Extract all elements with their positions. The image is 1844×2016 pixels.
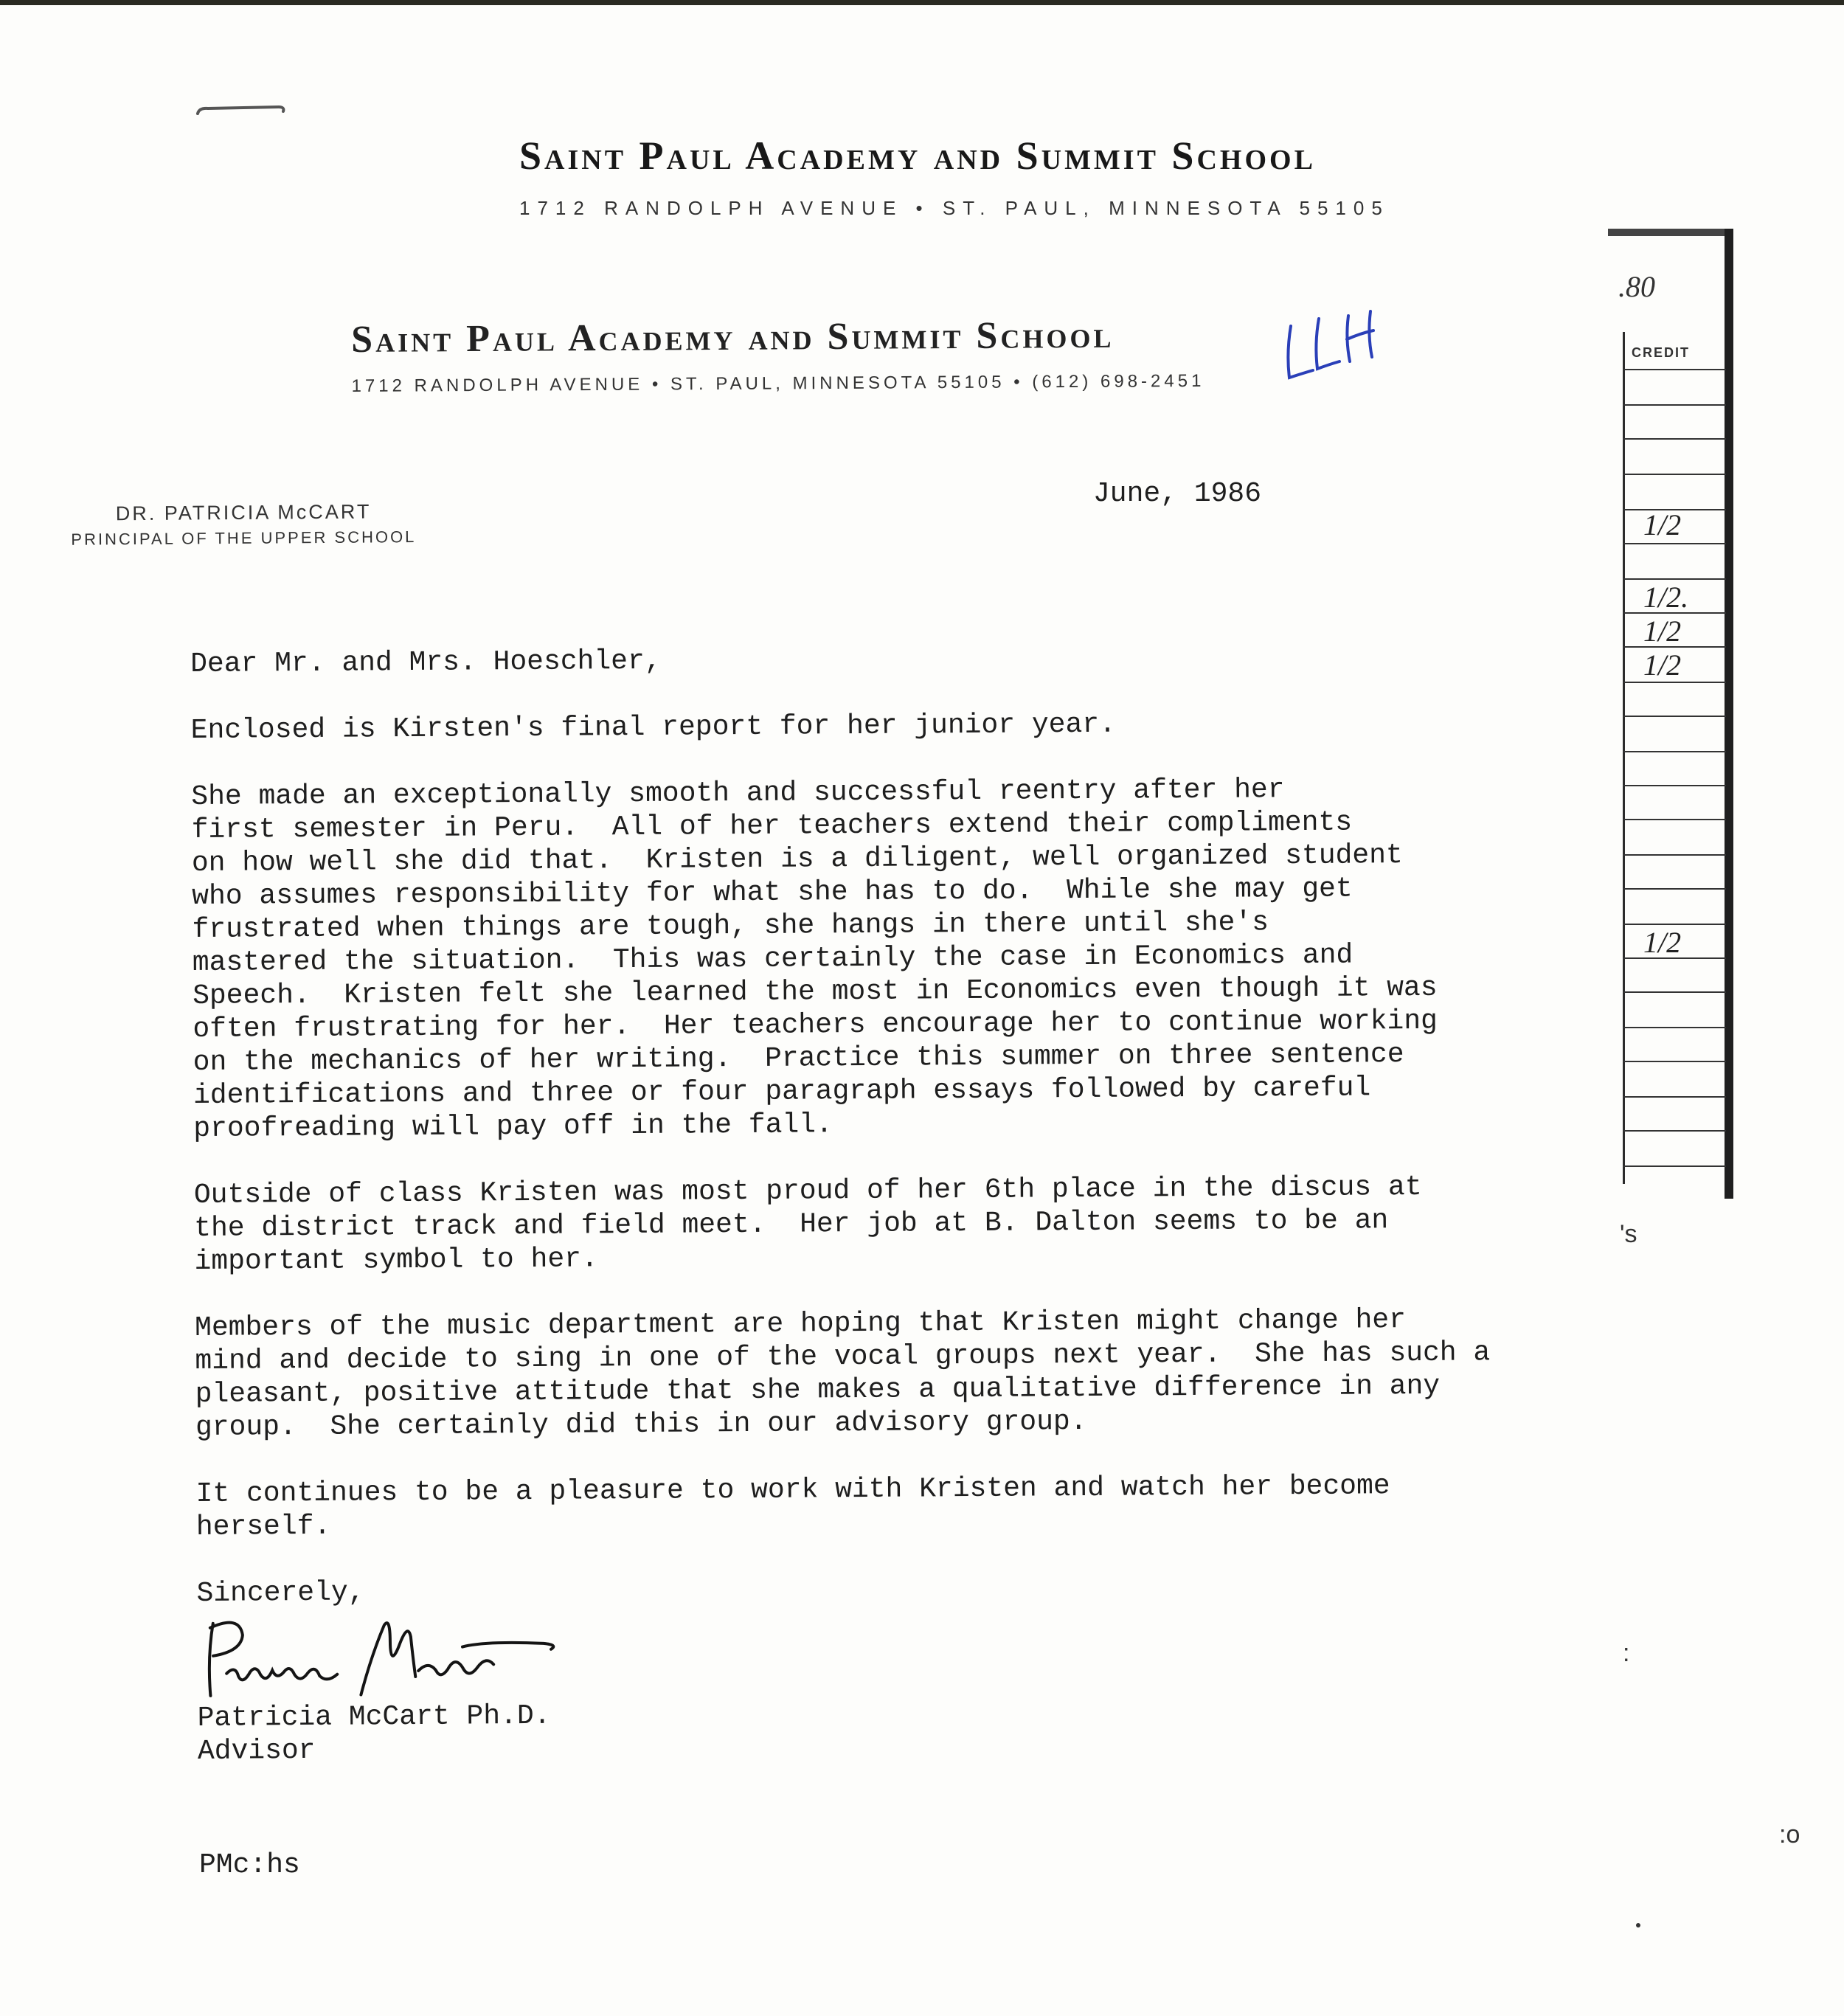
form-rule [1623, 1027, 1726, 1028]
paragraph-line: mastered the situation. This was certainly the case in Economics and [192, 939, 1353, 979]
paragraph-line: It continues to be a pleasure to work with Kristen and watch her become [195, 1470, 1390, 1510]
school-name: Saint Paul Academy and Summit School [351, 314, 1115, 361]
scan-top-border [0, 0, 1844, 5]
form-edge-mark: : [1623, 1639, 1630, 1667]
form-rule [1623, 1165, 1726, 1167]
paragraph-line: group. She certainly did this in our advisory group. [195, 1405, 1087, 1444]
salutation: Dear Mr. and Mrs. Hoeschler, [190, 645, 662, 680]
credit-fraction: 1/2 [1643, 508, 1682, 541]
paragraph-line: first semester in Peru. All of her teachers extend their compliments [191, 806, 1353, 846]
paragraph-line: proofreading will pay off in the fall. [193, 1109, 833, 1145]
paragraph-intro: Enclosed is Kirsten's final report for her junior year. [190, 708, 1117, 747]
form-top-edge [1608, 229, 1733, 236]
form-top-value: .80 [1618, 270, 1655, 303]
form-rule [1623, 854, 1726, 856]
closing: Sincerely, [196, 1576, 365, 1610]
school-address: 1712 RANDOLPH AVENUE • ST. PAUL, MINNESOTA 55105 • (612) 698-2451 [351, 370, 1205, 396]
letterhead [351, 311, 1311, 397]
signer-name: Patricia McCart Ph.D. [197, 1700, 551, 1734]
paragraph-line: important symbol to her. [194, 1243, 598, 1278]
form-right-edge [1725, 229, 1733, 1199]
credit-column-header: CREDIT [1632, 345, 1690, 360]
letter-date: June, 1986 [1093, 478, 1262, 510]
credit-fraction: 1/2 [1643, 926, 1682, 959]
credit-fraction: 1/2 [1643, 648, 1682, 682]
credit-form-edge [1608, 229, 1733, 1199]
signer-title: Advisor [197, 1734, 316, 1767]
paragraph-line: Speech. Kristen felt she learned the most in Economics even though it was [192, 971, 1438, 1012]
form-column-line [1623, 332, 1625, 1184]
form-rule [1623, 404, 1726, 406]
principal-name: DR. PATRICIA McCART [115, 500, 372, 525]
form-rule [1623, 543, 1726, 544]
paragraph-line: frustrated when things are tough, she hangs in there until she's [192, 907, 1269, 946]
credit-fraction: 1/2 [1643, 614, 1682, 648]
form-rule [1623, 1130, 1726, 1132]
paragraph-line: on the mechanics of her writing. Practice this summer on three sentence [193, 1039, 1404, 1078]
background-address: 1712 RANDOLPH AVENUE • ST. PAUL, MINNESOTA 55105 [519, 197, 1390, 219]
form-rule [1623, 888, 1726, 890]
credit-fraction: 1/2. [1643, 581, 1689, 614]
form-rule [1623, 1096, 1726, 1098]
form-rule [1623, 369, 1726, 370]
paragraph-line: herself. [195, 1510, 331, 1543]
form-edge-mark: 's [1620, 1220, 1637, 1248]
background-school-name: Saint Paul Academy and Summit School [519, 134, 1316, 178]
reference-initials: PMc:hs [199, 1849, 300, 1881]
paragraph-line: mind and decide to sing in one of the vocal groups next year. She has such a [195, 1337, 1491, 1377]
paragraph-line: pleasant, positive attitude that she makes a qualitative difference in any [195, 1370, 1441, 1410]
form-rule [1623, 751, 1726, 752]
form-rule [1623, 991, 1726, 993]
form-rule [1623, 474, 1726, 475]
principal-title: PRINCIPAL OF THE UPPER SCHOOL [71, 527, 417, 549]
speck [1636, 1923, 1640, 1927]
staple-mark [193, 103, 289, 118]
paragraph-line: the district track and field meet. Her job at B. Dalton seems to be an [194, 1205, 1389, 1244]
form-rule [1623, 716, 1726, 717]
paragraph-line: Members of the music department are hoping that Kristen might change her [194, 1304, 1407, 1344]
paragraph-line: who assumes responsibility for what she has to do. While she may get [192, 873, 1353, 912]
form-rule [1623, 785, 1726, 786]
paragraph-line: on how well she did that. Kristen is a diligent, well organized student [191, 839, 1403, 879]
paragraph-line: often frustrating for her. Her teachers encourage her to continue working [193, 1005, 1438, 1045]
background-address-clip [519, 196, 1390, 219]
principal-block [44, 500, 443, 550]
paragraph-line: Outside of class Kristen was most proud of her 6th place in the discus at [193, 1171, 1422, 1211]
form-edge-mark: :o [1779, 1821, 1800, 1849]
paragraph-line: She made an exceptionally smooth and successful reentry after her [191, 774, 1285, 813]
form-rule [1623, 438, 1726, 440]
letter-body [190, 639, 1496, 1768]
form-rule [1623, 1061, 1726, 1062]
signature [197, 1604, 1496, 1702]
paragraph-line: identifications and three or four paragraph essays followed by careful [193, 1072, 1371, 1112]
form-rule [1623, 819, 1726, 820]
handwritten-initials [1280, 310, 1384, 391]
